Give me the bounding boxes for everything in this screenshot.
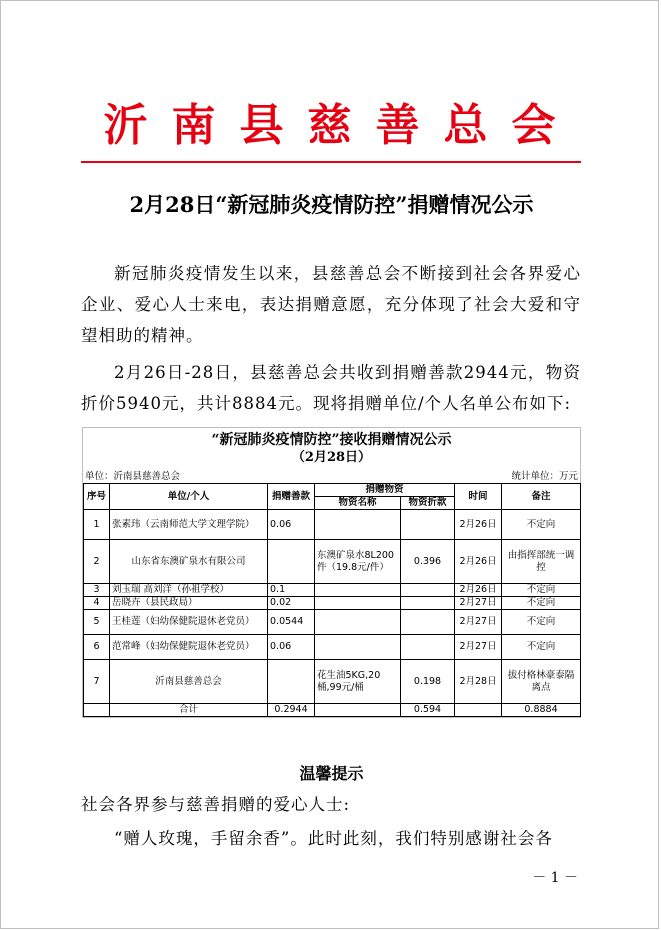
donation-table [83,483,581,717]
header-money: 捐赠善款 [268,484,315,510]
row-donor: 沂南县慈善总会 [110,660,268,704]
row-time: 2月28日 [455,660,502,704]
row-note: 不定向 [502,635,581,660]
row-goods-value: 0.396 [401,540,455,584]
org-title: 沂南县慈善总会 [103,100,580,151]
row-donor: 王桂莲（妇幼保健院退休老党员） [110,610,268,635]
row-no: 7 [84,660,110,704]
header-goods-name: 物资名称 [315,497,401,510]
row-note: 不定向 [502,510,581,540]
row-goods-name [315,510,401,540]
row-goods-name [315,597,401,610]
red-divider [81,161,581,163]
row-time: 2月27日 [455,635,502,660]
row-goods-name [315,584,401,597]
header-donor: 单位/个人 [110,484,268,510]
table-row [84,610,581,635]
row-goods-name: 东澳矿泉水8L200件（19.8元/件） [315,540,401,584]
header-note: 备注 [502,484,581,510]
table-row [84,540,581,584]
row-no: 4 [84,597,110,610]
row-goods-value [401,610,455,635]
table-unit: 单位：沂南县慈善总会 [85,471,181,482]
total-row [84,704,581,717]
row-note: 不定向 [502,597,581,610]
row-no: 6 [84,635,110,660]
row-money [268,660,315,704]
total-money: 0.2944 [268,704,315,717]
row-time: 2月26日 [455,584,502,597]
row-note: 不定向 [502,584,581,597]
row-note: 不定向 [502,610,581,635]
row-goods-value [401,510,455,540]
table-row [84,597,581,610]
total-goods-value: 0.594 [401,704,455,717]
notice-paragraph-2: “赠人玫瑰，手留余香”。此时此刻，我们特别感谢社会各 [114,829,553,848]
row-goods-value [401,635,455,660]
row-money: 0.02 [268,597,315,610]
table-row [84,635,581,660]
table-row [84,584,581,597]
row-no: 5 [84,610,110,635]
document-title: 2月28日“新冠肺炎疫情防控”捐赠情况公示 [129,192,534,217]
row-goods-name [315,635,401,660]
table-stat-unit: 统计单位：万元 [511,471,578,482]
row-goods-value [401,584,455,597]
table-title: “新冠肺炎疫情防控”接收捐赠情况公示 [211,432,452,448]
row-donor: 张素玮（云南师范大学文理学院） [110,510,268,540]
header-goods-value: 物资折款 [401,497,455,510]
notice-title: 温馨提示 [299,764,364,783]
row-donor: 范常峰（妇幼保健院退休老党员） [110,635,268,660]
row-note: 由指挥部统一调控 [502,540,581,584]
row-goods-name: 花生油5KG,20桶,99元/桶 [315,660,401,704]
page-number: － 1 － [532,870,578,886]
notice-paragraph-1: 社会各界参与慈善捐赠的爱心人士: [81,795,351,814]
header-no: 序号 [84,484,110,510]
row-money: 0.06 [268,510,315,540]
table-body [84,510,581,704]
row-money: 0.1 [268,584,315,597]
row-time: 2月27日 [455,610,502,635]
intro-paragraph-2: 2月26日-28日，县慈善总会共收到捐赠善款2944元，物资折价5940元，共计8884元。现将捐赠单位/个人名单公布如下: [81,363,581,413]
row-money [268,540,315,584]
row-no: 2 [84,540,110,584]
row-money: 0.06 [268,635,315,660]
row-time: 2月26日 [455,510,502,540]
row-goods-value [401,597,455,610]
table-meta [83,467,580,483]
row-time: 2月26日 [455,540,502,584]
row-time: 2月27日 [455,597,502,610]
table-row [84,510,581,540]
row-no: 1 [84,510,110,540]
header-goods: 捐赠物资 [315,484,455,497]
donation-table-block [82,427,581,718]
row-donor: 岳晓卉（县民政局） [110,597,268,610]
header-time: 时间 [455,484,502,510]
row-goods-name [315,610,401,635]
row-goods-value: 0.198 [401,660,455,704]
row-donor: 山东省东澳矿泉水有限公司 [110,540,268,584]
intro-paragraph-1: 新冠肺炎疫情发生以来，县慈善总会不断接到社会各界爱心企业、爱心人士来电，表达捐赠意愿，充分体现了社会大爱和守望相助的精神。 [81,264,581,345]
total-label: 合计 [110,704,268,717]
row-no: 3 [84,584,110,597]
row-money: 0.0544 [268,610,315,635]
row-donor: 刘玉瑞 高刘洋（孙祖学校） [110,584,268,597]
total-overall: 0.8884 [502,704,581,717]
row-note: 拔付格林豪泰隔离点 [502,660,581,704]
table-row [84,660,581,704]
table-date: （2月28日） [291,450,372,465]
